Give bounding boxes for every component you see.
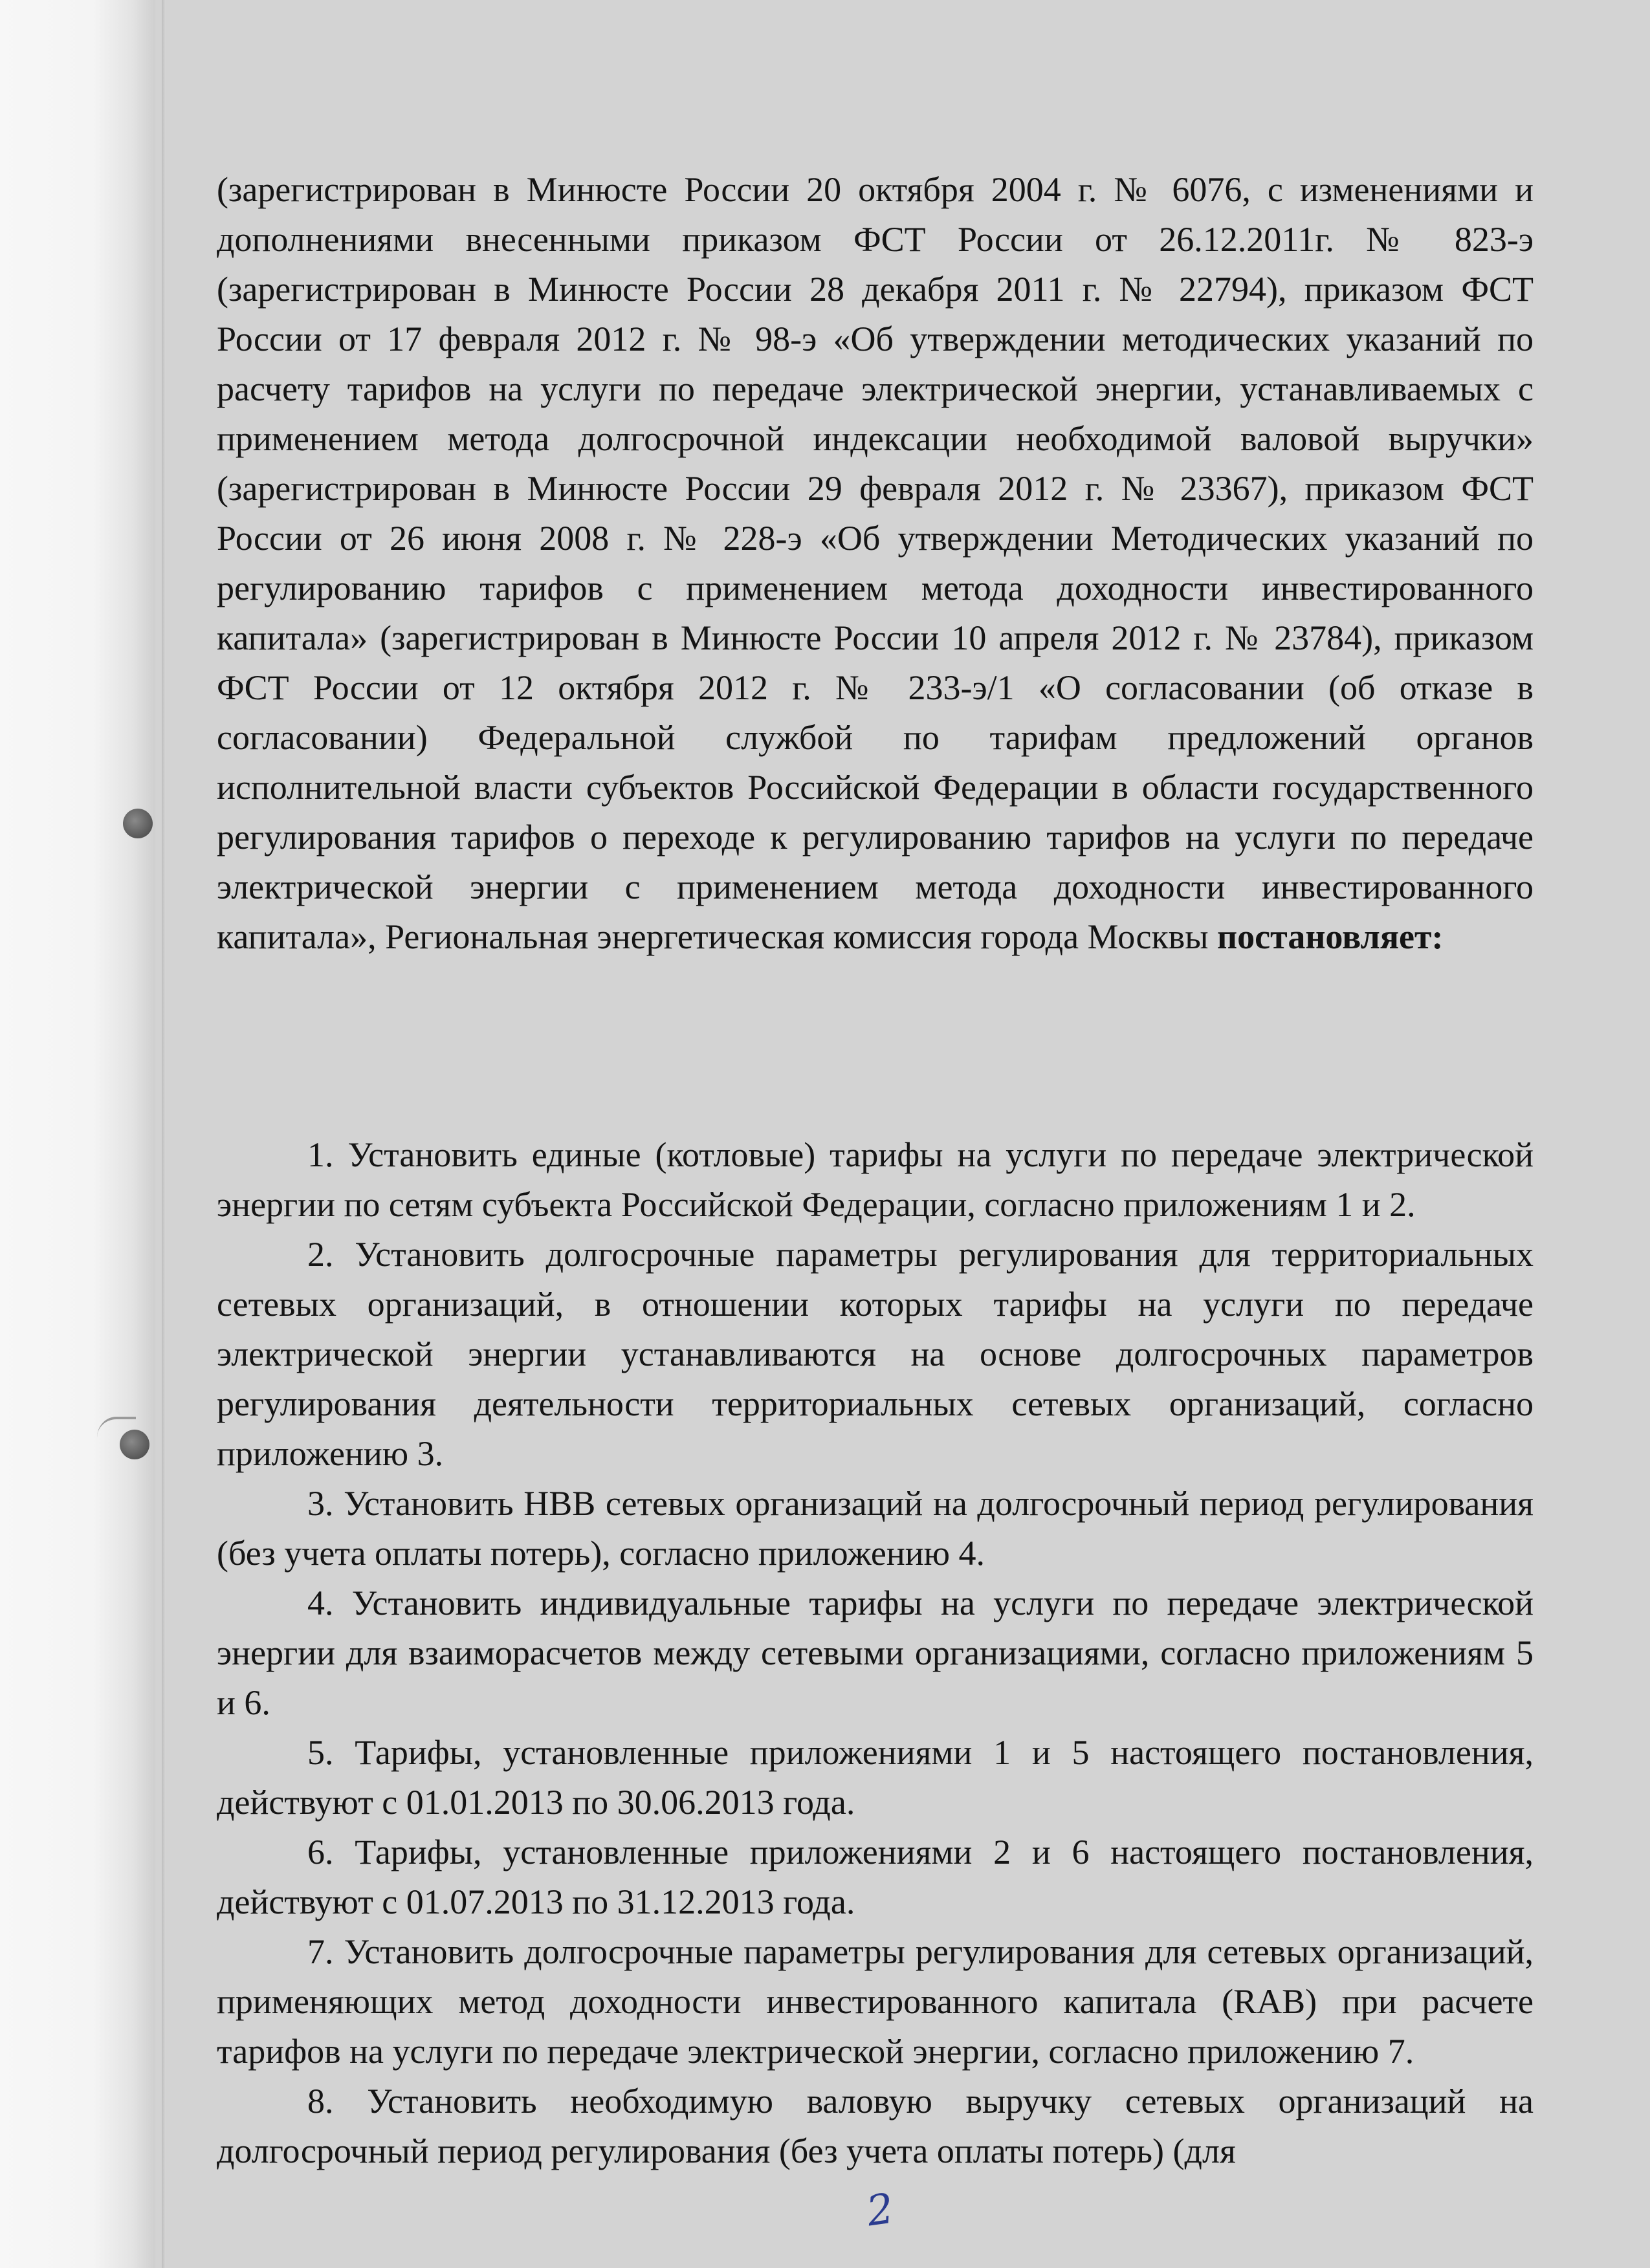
punch-hole-upper [123,809,153,838]
clause-3: 3. Установить НВВ сетевых организаций на долгосрочный период регулирования (без учета оплаты потерь), согласно приложению 4. [217,1484,1534,1573]
clause-5: 5. Тарифы, установленные приложениями 1 и 5 настоящего постановления, действуют с 01.01.2013 по 30.06.2013 года. [217,1733,1534,1822]
clause-7: 7. Установить долгосрочные параметры регулирования для сетевых организаций, применяющих метод доходности инвестированного капитала (RAB) при расчете тарифов на услуги по передаче электрической энергии, согласно приложению 7. [217,1932,1534,2071]
document-page [217,165,1534,2176]
handwritten-page-number: 2 [864,2185,897,2236]
section-gap [217,962,1534,1130]
clause-4: 4. Установить индивидуальные тарифы на услуги по передаче электрической энергии для взаиморасчетов между сетевыми организациями, согласно приложениям 5 и 6. [217,1584,1534,1722]
punch-hole-lower [120,1430,149,1459]
scan-left-margin [0,0,155,2268]
clause-6: 6. Тарифы, установленные приложениями 2 и 6 настоящего постановления, действуют с 01.07.2013 по 31.12.2013 года. [217,1833,1534,1921]
page-fold-shadow [162,0,166,2268]
decision-suffix: : [1431,917,1444,956]
preamble-text: (зарегистрирован в Минюсте России 20 октября 2004 г. № 6076, с изменениями и дополнениями внесенными приказом ФСТ России от 26.12.2011г. № 823-э (зарегистрирован в Минюсте России 28 декабря 2011 г. № 22794), приказом ФСТ России от 17 февраля 2012 г. № 98-э «Об утверждении методических указаний по расчету тарифов на услуги по передаче электрической энергии, устанавливаемых с применением метода долгосрочной индексации необходимой валовой выручки» (зарегистрирован в Минюсте России 29 февраля 2012 г. № 23367), приказом ФСТ России от 26 июня 2008 г. № 228-э «Об утверждении Методических указаний по регулированию тарифов с применением метода доходности инвестированного капитала» (зарегистрирован в Минюсте России 10 апреля 2012 г. № 23784), приказом ФСТ России от 12 октября 2012 г. № 233-э/1 «О согласовании (об отказе в согласовании) Федеральной службой по тарифам предложений органов исполнительной власти субъектов Российской Федерации в области государственного регулирования тарифов о переходе к регулированию тарифов на услуги по передаче электрической энергии с применением метода доходности инвестированного капитала», Региональная энергетическая комиссия города Москвы [217,170,1534,956]
preamble-paragraph [217,165,1534,962]
decision-word: постановляет [1217,917,1432,956]
clause-8: 8. Установить необходимую валовую выручку сетевых организаций на долгосрочный период регулирования (без учета оплаты потерь) (для [217,2082,1534,2170]
clause-1: 1. Установить единые (котловые) тарифы на услуги по передаче электрической энергии по сетям субъекта Российской Федерации, согласно приложениям 1 и 2. [217,1135,1534,1224]
clause-2: 2. Установить долгосрочные параметры регулирования для территориальных сетевых организаций, в отношении которых тарифы на услуги по передаче электрической энергии устанавливаются на основе долгосрочных параметров регулирования деятельности территориальных сетевых организаций, согласно приложению 3. [217,1235,1534,1473]
